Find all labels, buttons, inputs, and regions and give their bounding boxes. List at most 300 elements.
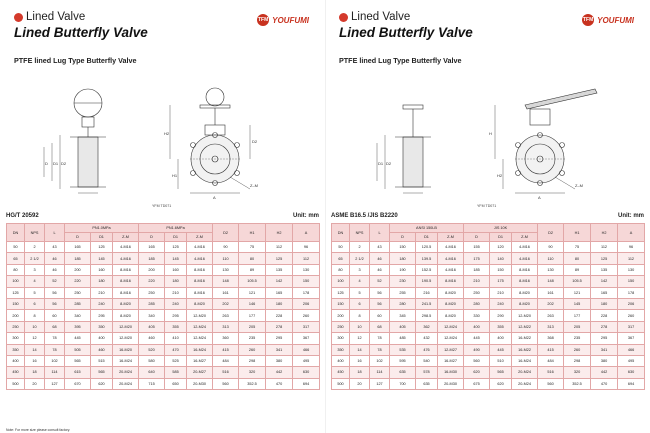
table-cell: 102: [370, 355, 390, 366]
table-cell: 18: [25, 367, 45, 378]
table-cell: 52: [45, 276, 65, 287]
table-cell: 178: [293, 287, 320, 298]
table-cell: 148: [213, 276, 239, 287]
table-cell: 206: [293, 298, 320, 309]
table-cell: 125: [332, 287, 350, 298]
table-cell: 8: [350, 310, 370, 321]
drawing-caption: YFM TD071: [477, 204, 497, 208]
table-cell: 355: [165, 321, 187, 332]
col-nps: NPS: [350, 224, 370, 242]
table-row: [332, 276, 645, 287]
table-cell: 50: [7, 242, 25, 253]
table-cell: 505: [65, 344, 91, 355]
col-dn: DN: [332, 224, 350, 242]
table-cell: 78: [370, 344, 390, 355]
table-cell: 14: [350, 344, 370, 355]
table-cell: 2: [350, 242, 370, 253]
dim-h2b-label: D2: [252, 139, 258, 144]
table-cell: 560: [464, 355, 490, 366]
table-cell: 500: [7, 378, 25, 389]
table-cell: 112: [591, 242, 618, 253]
table-cell: 135: [591, 264, 618, 275]
table-cell: 8-M16: [113, 276, 139, 287]
col-group-jis10k: JIS 10K: [464, 224, 538, 233]
table-cell: 8-M16: [113, 264, 139, 275]
col-h1: H1: [239, 224, 266, 242]
table-cell: 6: [25, 298, 45, 309]
table-cell: 285: [65, 298, 91, 309]
table-row: [332, 344, 645, 355]
table-cell: 295: [165, 310, 187, 321]
table-cell: 10: [350, 321, 370, 332]
table-cell: 442: [591, 367, 618, 378]
dim-d2-label: D2: [61, 161, 67, 166]
table-cell: 620: [91, 378, 113, 389]
table-cell: 80: [332, 264, 350, 275]
col-h2: H2: [266, 224, 293, 242]
table-cell: 460: [139, 333, 165, 344]
col-d1-b: D1: [490, 233, 512, 242]
col-group-pn16: PN1.6MPa: [139, 224, 213, 233]
valve-front-view: [170, 88, 250, 193]
brand-name: YOUFUMI: [597, 15, 634, 25]
dim-h2-label: H2: [497, 173, 503, 178]
table-cell: 125: [165, 242, 187, 253]
table-cell: 255: [390, 287, 416, 298]
table-cell: 278: [266, 321, 293, 332]
table-cell: 694: [293, 378, 320, 389]
table-cell: 110: [213, 253, 239, 264]
table-cell: 400: [91, 333, 113, 344]
table-cell: 180: [390, 253, 416, 264]
table-cell: 177: [564, 310, 591, 321]
col-d2: D2: [538, 224, 564, 242]
table-cell: 675: [464, 378, 490, 389]
col-a: A: [618, 224, 645, 242]
category-label: Lined Valve: [26, 11, 86, 23]
table-cell: 206: [618, 298, 645, 309]
table-cell: 580: [139, 355, 165, 366]
table-cell: 16-M24: [187, 344, 213, 355]
table-row: [332, 298, 645, 309]
table-cell: 368: [538, 333, 564, 344]
table-cell: 12-M22: [512, 321, 538, 332]
table-row: [332, 367, 645, 378]
table-cell: 4-M16: [113, 253, 139, 264]
table-cell: 150: [618, 276, 645, 287]
table-cell: 220: [139, 276, 165, 287]
col-h1: H1: [564, 224, 591, 242]
table-cell: 8-M20: [512, 287, 538, 298]
table-cell: 516: [213, 367, 239, 378]
table-cell: 20-M24: [113, 378, 139, 389]
table-row: [332, 310, 645, 321]
table-cell: 135: [266, 264, 293, 275]
table-row: [7, 378, 320, 389]
table-cell: 405: [390, 321, 416, 332]
table-cell: 112: [266, 242, 293, 253]
table-cell: 350: [332, 344, 350, 355]
table-cell: 485: [390, 333, 416, 344]
standard-row: [6, 213, 319, 223]
table-cell: 130: [538, 264, 564, 275]
table-cell: 160: [91, 264, 113, 275]
table-cell: 8-M16: [512, 264, 538, 275]
table-cell: 65: [7, 253, 25, 264]
category-label: Lined Valve: [351, 11, 411, 23]
table-cell: 150: [332, 298, 350, 309]
table-cell: 670: [65, 378, 91, 389]
table-row: [332, 287, 645, 298]
table-cell: 230: [390, 276, 416, 287]
table-cell: 90: [538, 242, 564, 253]
brand-logo: [257, 14, 309, 26]
table-cell: 161: [538, 287, 564, 298]
table-cell: 260: [239, 344, 266, 355]
table-cell: 540: [416, 355, 438, 366]
table-cell: 300: [332, 333, 350, 344]
table-cell: 127: [45, 378, 65, 389]
valve-technical-drawing: [30, 85, 300, 200]
table-cell: 415: [538, 344, 564, 355]
table-cell: 560: [538, 378, 564, 389]
table-cell: 250: [464, 287, 490, 298]
table-cell: 280: [390, 298, 416, 309]
valve-front-view-lever: [495, 89, 597, 193]
table-cell: 460: [91, 344, 113, 355]
col-l: L: [370, 224, 390, 242]
category-bullet-icon: [14, 13, 23, 22]
table-cell: 525: [165, 355, 187, 366]
table-cell: 205: [239, 321, 266, 332]
table-cell: 630: [293, 367, 320, 378]
table-cell: 8-M20: [512, 298, 538, 309]
table-cell: 20-M24: [113, 367, 139, 378]
standard-label: ASME B16.5 /JIS B2220: [331, 213, 398, 219]
table-cell: 8-M16: [187, 287, 213, 298]
table-cell: 16-M27: [438, 355, 464, 366]
table-cell: 14: [25, 344, 45, 355]
table-row: [7, 242, 320, 253]
table-cell: 20-M30: [438, 378, 464, 389]
table-cell: 565: [65, 355, 91, 366]
table-cell: 445: [490, 344, 512, 355]
table-cell: 4-M16: [512, 253, 538, 264]
table-cell: 180: [266, 298, 293, 309]
table-cell: 150: [7, 298, 25, 309]
table-cell: 313: [538, 321, 564, 332]
table-cell: 120.5: [416, 242, 438, 253]
table-cell: 60: [370, 310, 390, 321]
table-cell: 12-M20: [113, 333, 139, 344]
table-cell: 16-M22: [512, 344, 538, 355]
table-cell: 96: [618, 242, 645, 253]
table-cell: 345: [390, 310, 416, 321]
table-cell: 340: [139, 310, 165, 321]
table-cell: 190: [390, 264, 416, 275]
table-cell: 150: [390, 242, 416, 253]
table-cell: 235: [239, 333, 266, 344]
col-nps: NPS: [25, 224, 45, 242]
table-row: [7, 276, 320, 287]
category-bullet-icon: [339, 13, 348, 22]
table-cell: 495: [618, 355, 645, 366]
table-cell: 16-M20: [113, 344, 139, 355]
catalog-page-right: [325, 0, 650, 433]
table-cell: 295: [591, 333, 618, 344]
col-zm-b: Z-M: [187, 233, 213, 242]
table-cell: 263: [213, 310, 239, 321]
table-cell: 20-M24: [512, 367, 538, 378]
col-d-b: D: [139, 233, 165, 242]
table-cell: 320: [239, 367, 266, 378]
table-cell: 160: [165, 264, 187, 275]
table-cell: 190.5: [416, 276, 438, 287]
table-cell: 298.5: [416, 310, 438, 321]
table-cell: 484: [538, 355, 564, 366]
table-cell: 5: [350, 287, 370, 298]
table-cell: 75: [564, 242, 591, 253]
table-cell: 442: [266, 367, 293, 378]
col-l: L: [45, 224, 65, 242]
col-d1: D1: [416, 233, 438, 242]
table-cell: 68: [45, 321, 65, 332]
table-cell: 200: [332, 310, 350, 321]
table-cell: 145: [564, 298, 591, 309]
table-cell: 565: [490, 367, 512, 378]
unit-label: Unit: mm: [293, 213, 319, 219]
table-cell: 260: [293, 310, 320, 321]
table-cell: 235: [564, 333, 591, 344]
table-cell: 148: [538, 276, 564, 287]
table-cell: 175: [464, 253, 490, 264]
table-cell: 317: [618, 321, 645, 332]
table-row: [7, 333, 320, 344]
table-cell: 120: [490, 242, 512, 253]
table-cell: 121: [239, 287, 266, 298]
table-cell: 165: [591, 287, 618, 298]
table-cell: 142: [591, 276, 618, 287]
table-cell: 20-M30: [187, 378, 213, 389]
table-cell: 20-M27: [187, 367, 213, 378]
table-cell: 8-M16: [438, 276, 464, 287]
table-cell: 16-M27: [187, 355, 213, 366]
dim-h-label: H1: [172, 173, 178, 178]
table-cell: 140: [490, 253, 512, 264]
table-row: [7, 310, 320, 321]
standard-row: [331, 213, 644, 223]
table-row: [332, 378, 645, 389]
table-cell: 20: [350, 378, 370, 389]
table-cell: 60: [45, 310, 65, 321]
table-cell: 105.5: [564, 276, 591, 287]
table-cell: 16-M24: [512, 355, 538, 366]
table-cell: 165: [65, 242, 91, 253]
table-cell: 470: [591, 378, 618, 389]
col-a: A: [293, 224, 320, 242]
table-cell: 260: [564, 344, 591, 355]
table-cell: 415: [213, 344, 239, 355]
table-cell: 12-M27: [438, 344, 464, 355]
table-cell: 12-M24: [187, 321, 213, 332]
table-cell: 100: [332, 276, 350, 287]
table-cell: 650: [165, 378, 187, 389]
table-cell: 12-M20: [512, 310, 538, 321]
table-cell: 405: [139, 321, 165, 332]
table-cell: 520: [139, 344, 165, 355]
table-cell: 260: [618, 310, 645, 321]
col-h2: H2: [591, 224, 618, 242]
table-cell: 466: [618, 344, 645, 355]
table-row: [332, 242, 645, 253]
table-cell: 466: [293, 344, 320, 355]
dim-h-label: H: [489, 131, 492, 136]
table-cell: 578: [416, 367, 438, 378]
table-cell: 46: [370, 264, 390, 275]
valve-side-view-lever: [377, 105, 431, 193]
table-cell: 178: [618, 287, 645, 298]
table-cell: 46: [370, 253, 390, 264]
table-cell: 367: [618, 333, 645, 344]
table-cell: 8-M20: [438, 287, 464, 298]
table-row: [7, 344, 320, 355]
table-cell: 450: [332, 367, 350, 378]
table-cell: 12-M24: [438, 321, 464, 332]
table-cell: 200: [7, 310, 25, 321]
table-cell: 52: [370, 276, 390, 287]
table-cell: 367: [293, 333, 320, 344]
drawing-caption: YFM TD071: [152, 204, 172, 208]
table-cell: 395: [65, 321, 91, 332]
table-cell: 635: [416, 378, 438, 389]
table-row: [7, 253, 320, 264]
table-cell: 630: [618, 367, 645, 378]
table-cell: 112: [293, 253, 320, 264]
table-cell: 8-M20: [187, 298, 213, 309]
table-row: [7, 321, 320, 332]
table-cell: 127: [370, 378, 390, 389]
table-cell: 400: [490, 333, 512, 344]
table-cell: 470: [165, 344, 187, 355]
table-cell: 80: [239, 253, 266, 264]
table-cell: 228: [591, 310, 618, 321]
table-cell: 640: [139, 367, 165, 378]
table-row: [332, 321, 645, 332]
table-row: [7, 367, 320, 378]
table-cell: 12-M24: [438, 333, 464, 344]
table-cell: 12-M20: [113, 321, 139, 332]
table-cell: 352.5: [239, 378, 266, 389]
table-cell: 110: [538, 253, 564, 264]
table-cell: 635: [390, 367, 416, 378]
table-cell: 80: [7, 264, 25, 275]
col-d: D: [390, 233, 416, 242]
table-cell: 400: [7, 355, 25, 366]
table-cell: 5: [25, 287, 45, 298]
table-cell: 150: [293, 276, 320, 287]
table-cell: 8-M16: [187, 264, 213, 275]
dim-zm-label: Z–M: [575, 183, 583, 188]
table-cell: 205: [564, 321, 591, 332]
table-cell: 43: [45, 242, 65, 253]
table-cell: 340: [65, 310, 91, 321]
table-cell: 355: [490, 321, 512, 332]
dimension-table: [331, 223, 645, 390]
table-cell: 700: [390, 378, 416, 389]
table-cell: 280: [464, 298, 490, 309]
dim-zm-label: Z–M: [250, 183, 258, 188]
table-cell: 8-M20: [113, 310, 139, 321]
table-cell: 495: [293, 355, 320, 366]
dim-d1-label: D1: [53, 161, 59, 166]
table-cell: 4: [350, 276, 370, 287]
table-cell: 200: [65, 264, 91, 275]
table-cell: 295: [266, 333, 293, 344]
table-cell: 130: [618, 264, 645, 275]
table-cell: 4-M16: [438, 242, 464, 253]
table-cell: 46: [45, 253, 65, 264]
table-cell: 161: [213, 287, 239, 298]
unit-label: Unit: mm: [618, 213, 644, 219]
table-cell: 8: [25, 310, 45, 321]
table-cell: 177: [239, 310, 266, 321]
table-row: [332, 355, 645, 366]
table-cell: 165: [139, 242, 165, 253]
category-header: [339, 11, 410, 23]
table-cell: 300: [7, 333, 25, 344]
table-cell: 125: [7, 287, 25, 298]
table-cell: 112: [618, 253, 645, 264]
table-cell: 380: [591, 355, 618, 366]
col-dn: DN: [7, 224, 25, 242]
table-cell: 4-M16: [113, 242, 139, 253]
table-row: [7, 355, 320, 366]
table-cell: 240: [91, 298, 113, 309]
table-cell: 16-M30: [438, 367, 464, 378]
table-cell: 175: [490, 276, 512, 287]
dim-d-label: D: [45, 161, 48, 166]
table-cell: 50: [332, 242, 350, 253]
table-cell: 250: [65, 287, 91, 298]
table-cell: 330: [464, 310, 490, 321]
table-cell: 202: [213, 298, 239, 309]
table-cell: 350: [7, 344, 25, 355]
table-cell: 250: [7, 321, 25, 332]
table-cell: 4-M16: [187, 253, 213, 264]
dim-h2-label: H2: [164, 131, 170, 136]
table-cell: 445: [65, 333, 91, 344]
table-cell: 3: [25, 264, 45, 275]
brand-name: YOUFUMI: [272, 15, 309, 25]
table-cell: 155: [464, 242, 490, 253]
table-cell: 317: [293, 321, 320, 332]
table-cell: 565: [91, 367, 113, 378]
table-cell: 8-M16: [187, 276, 213, 287]
dim-a-label: A: [538, 195, 541, 200]
table-cell: 285: [139, 298, 165, 309]
table-cell: 320: [564, 367, 591, 378]
table-cell: 56: [45, 298, 65, 309]
table-cell: 18: [350, 367, 370, 378]
table-cell: 4-M16: [512, 242, 538, 253]
table-cell: 278: [591, 321, 618, 332]
table-cell: 4: [25, 276, 45, 287]
table-cell: 476: [416, 344, 438, 355]
dim-d1-label: D1: [378, 161, 384, 166]
table-cell: 295: [91, 310, 113, 321]
table-row: [7, 264, 320, 275]
table-cell: 2: [25, 242, 45, 253]
